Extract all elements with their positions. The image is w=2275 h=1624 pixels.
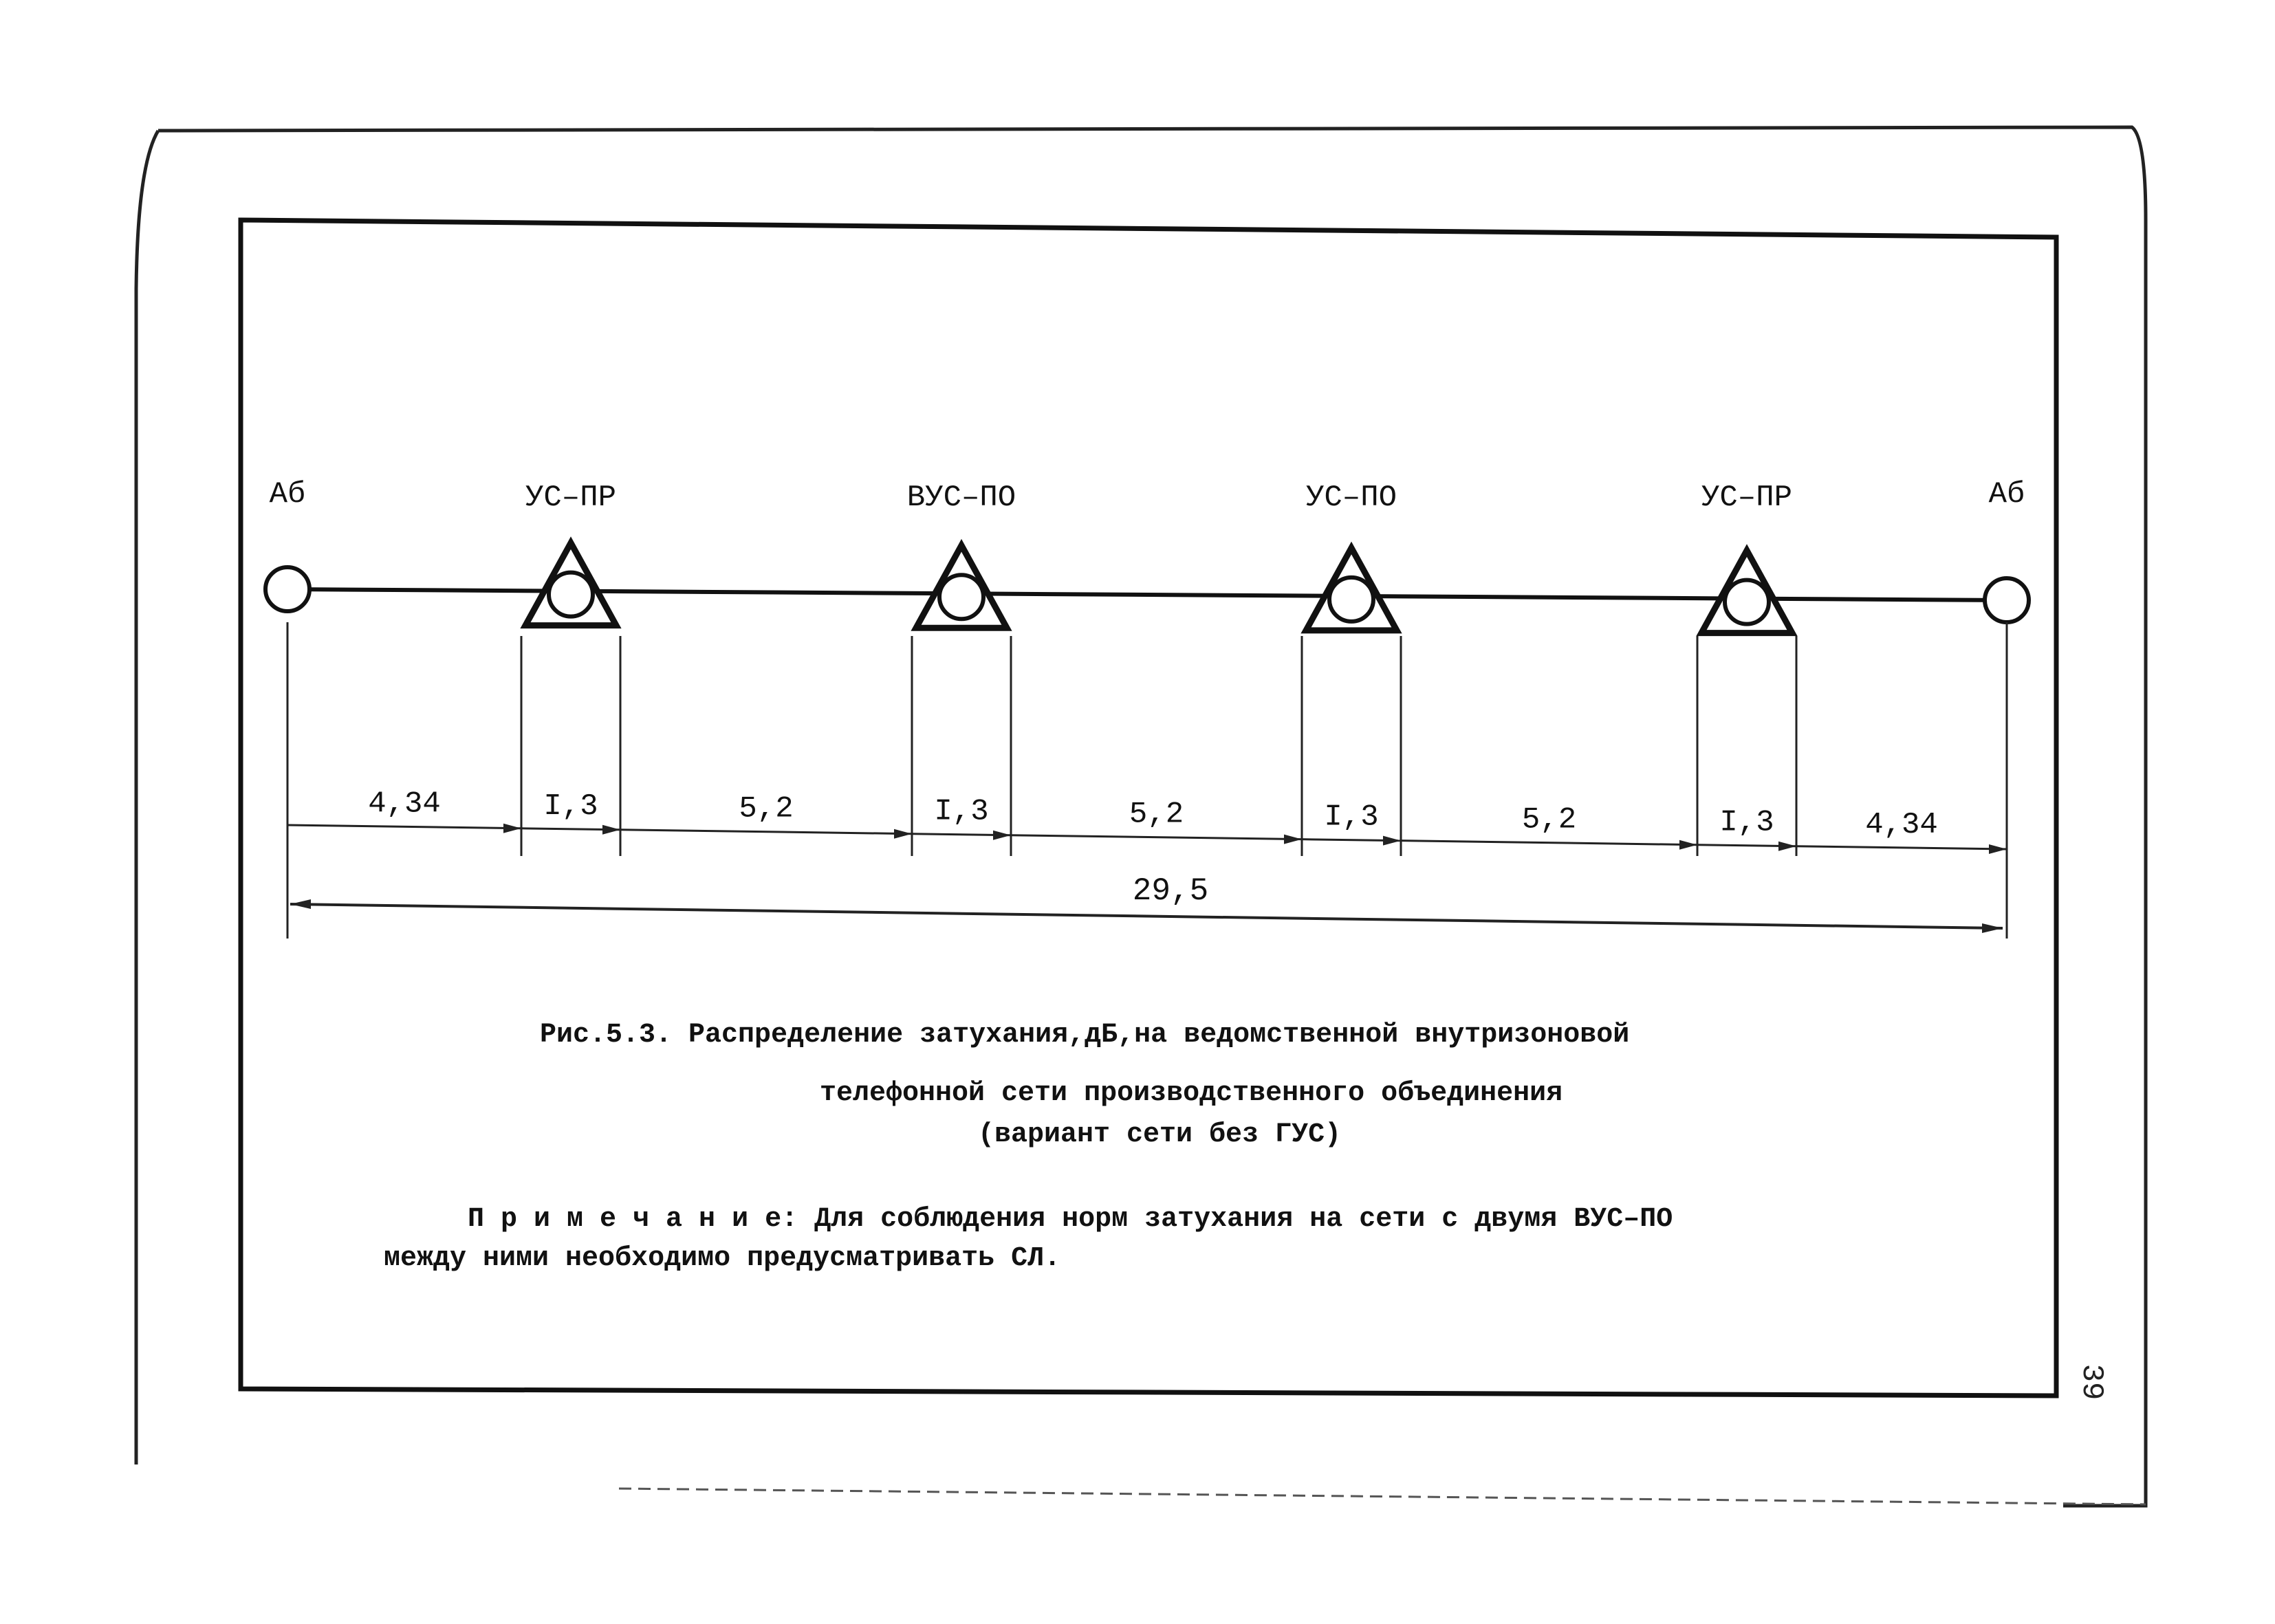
arrow-icon	[894, 829, 912, 839]
caption-line-1: Рис.5.3. Распределение затухания,дБ,на ведомственной внутризоновой	[540, 1020, 1630, 1051]
node-vus-po	[907, 481, 1016, 628]
segment-label: I,3	[934, 794, 989, 829]
station-circle-icon	[1725, 580, 1769, 624]
arrow-icon	[602, 825, 620, 835]
total-arrow-right	[1982, 923, 2003, 933]
node-label: Аб	[1988, 477, 2025, 512]
note-heading: П р и м е ч а н и е:	[468, 1204, 798, 1235]
segment-label: 5,2	[1521, 802, 1577, 837]
note-line-2: между ними необходимо предусматривать СЛ.	[384, 1243, 1061, 1274]
segment-dimension	[287, 787, 521, 833]
caption-line-3: (вариант сети без ГУС)	[978, 1119, 1342, 1150]
segment-label: 4,34	[1865, 807, 1938, 842]
arrow-icon	[1284, 835, 1302, 844]
arrow-icon	[1679, 840, 1697, 850]
segment-label: I,3	[1324, 800, 1379, 835]
segment-dimension	[912, 795, 1011, 840]
node-us-pr-1	[525, 481, 616, 626]
station-circle-icon	[939, 575, 983, 619]
nodes-group	[265, 477, 2029, 633]
segment-dimension	[1796, 808, 2007, 854]
subscriber-circle-icon	[265, 567, 309, 611]
caption-line-2: телефонной сети производственного объединения	[820, 1078, 1563, 1109]
station-circle-icon	[549, 573, 593, 617]
segment-dimension	[1697, 806, 1796, 851]
station-circle-icon	[1329, 578, 1373, 622]
node-label: Аб	[269, 477, 306, 512]
node-us-pr-2	[1701, 481, 1792, 633]
note-line-1-text: Для соблюдения норм затухания на сети с двумя ВУС–ПО	[798, 1204, 1673, 1235]
segment-label: 5,2	[739, 791, 794, 826]
page-number: 39	[2074, 1363, 2109, 1401]
segment-label: 5,2	[1129, 797, 1184, 832]
segment-dimension	[1401, 803, 1697, 850]
node-ab-left	[265, 477, 309, 611]
total-label: 29,5	[1132, 873, 1209, 909]
arrow-icon	[1989, 844, 2007, 854]
segment-dimension	[1302, 800, 1401, 846]
subscriber-circle-icon	[1985, 578, 2029, 622]
arrow-icon	[503, 824, 521, 833]
node-us-po	[1306, 481, 1397, 630]
segment-dimension	[1011, 798, 1302, 844]
node-label: УС–ПР	[525, 481, 617, 515]
arrow-icon	[1778, 842, 1796, 851]
node-label: УС–ПР	[1701, 481, 1793, 515]
node-ab-right	[1985, 477, 2029, 622]
note-line-1	[468, 1204, 1673, 1235]
segment-label: 4,34	[368, 787, 441, 822]
segment-dimension	[620, 792, 912, 839]
total-arrow-left	[290, 899, 311, 909]
segment-label: I,3	[1719, 805, 1774, 840]
segment-label: I,3	[543, 789, 598, 824]
segment-dimension	[521, 789, 620, 835]
node-label: ВУС–ПО	[906, 481, 1016, 515]
outer-border-bottom	[619, 1489, 2146, 1504]
node-label: УС–ПО	[1305, 481, 1397, 515]
arrow-icon	[993, 831, 1011, 840]
arrow-icon	[1383, 836, 1401, 846]
